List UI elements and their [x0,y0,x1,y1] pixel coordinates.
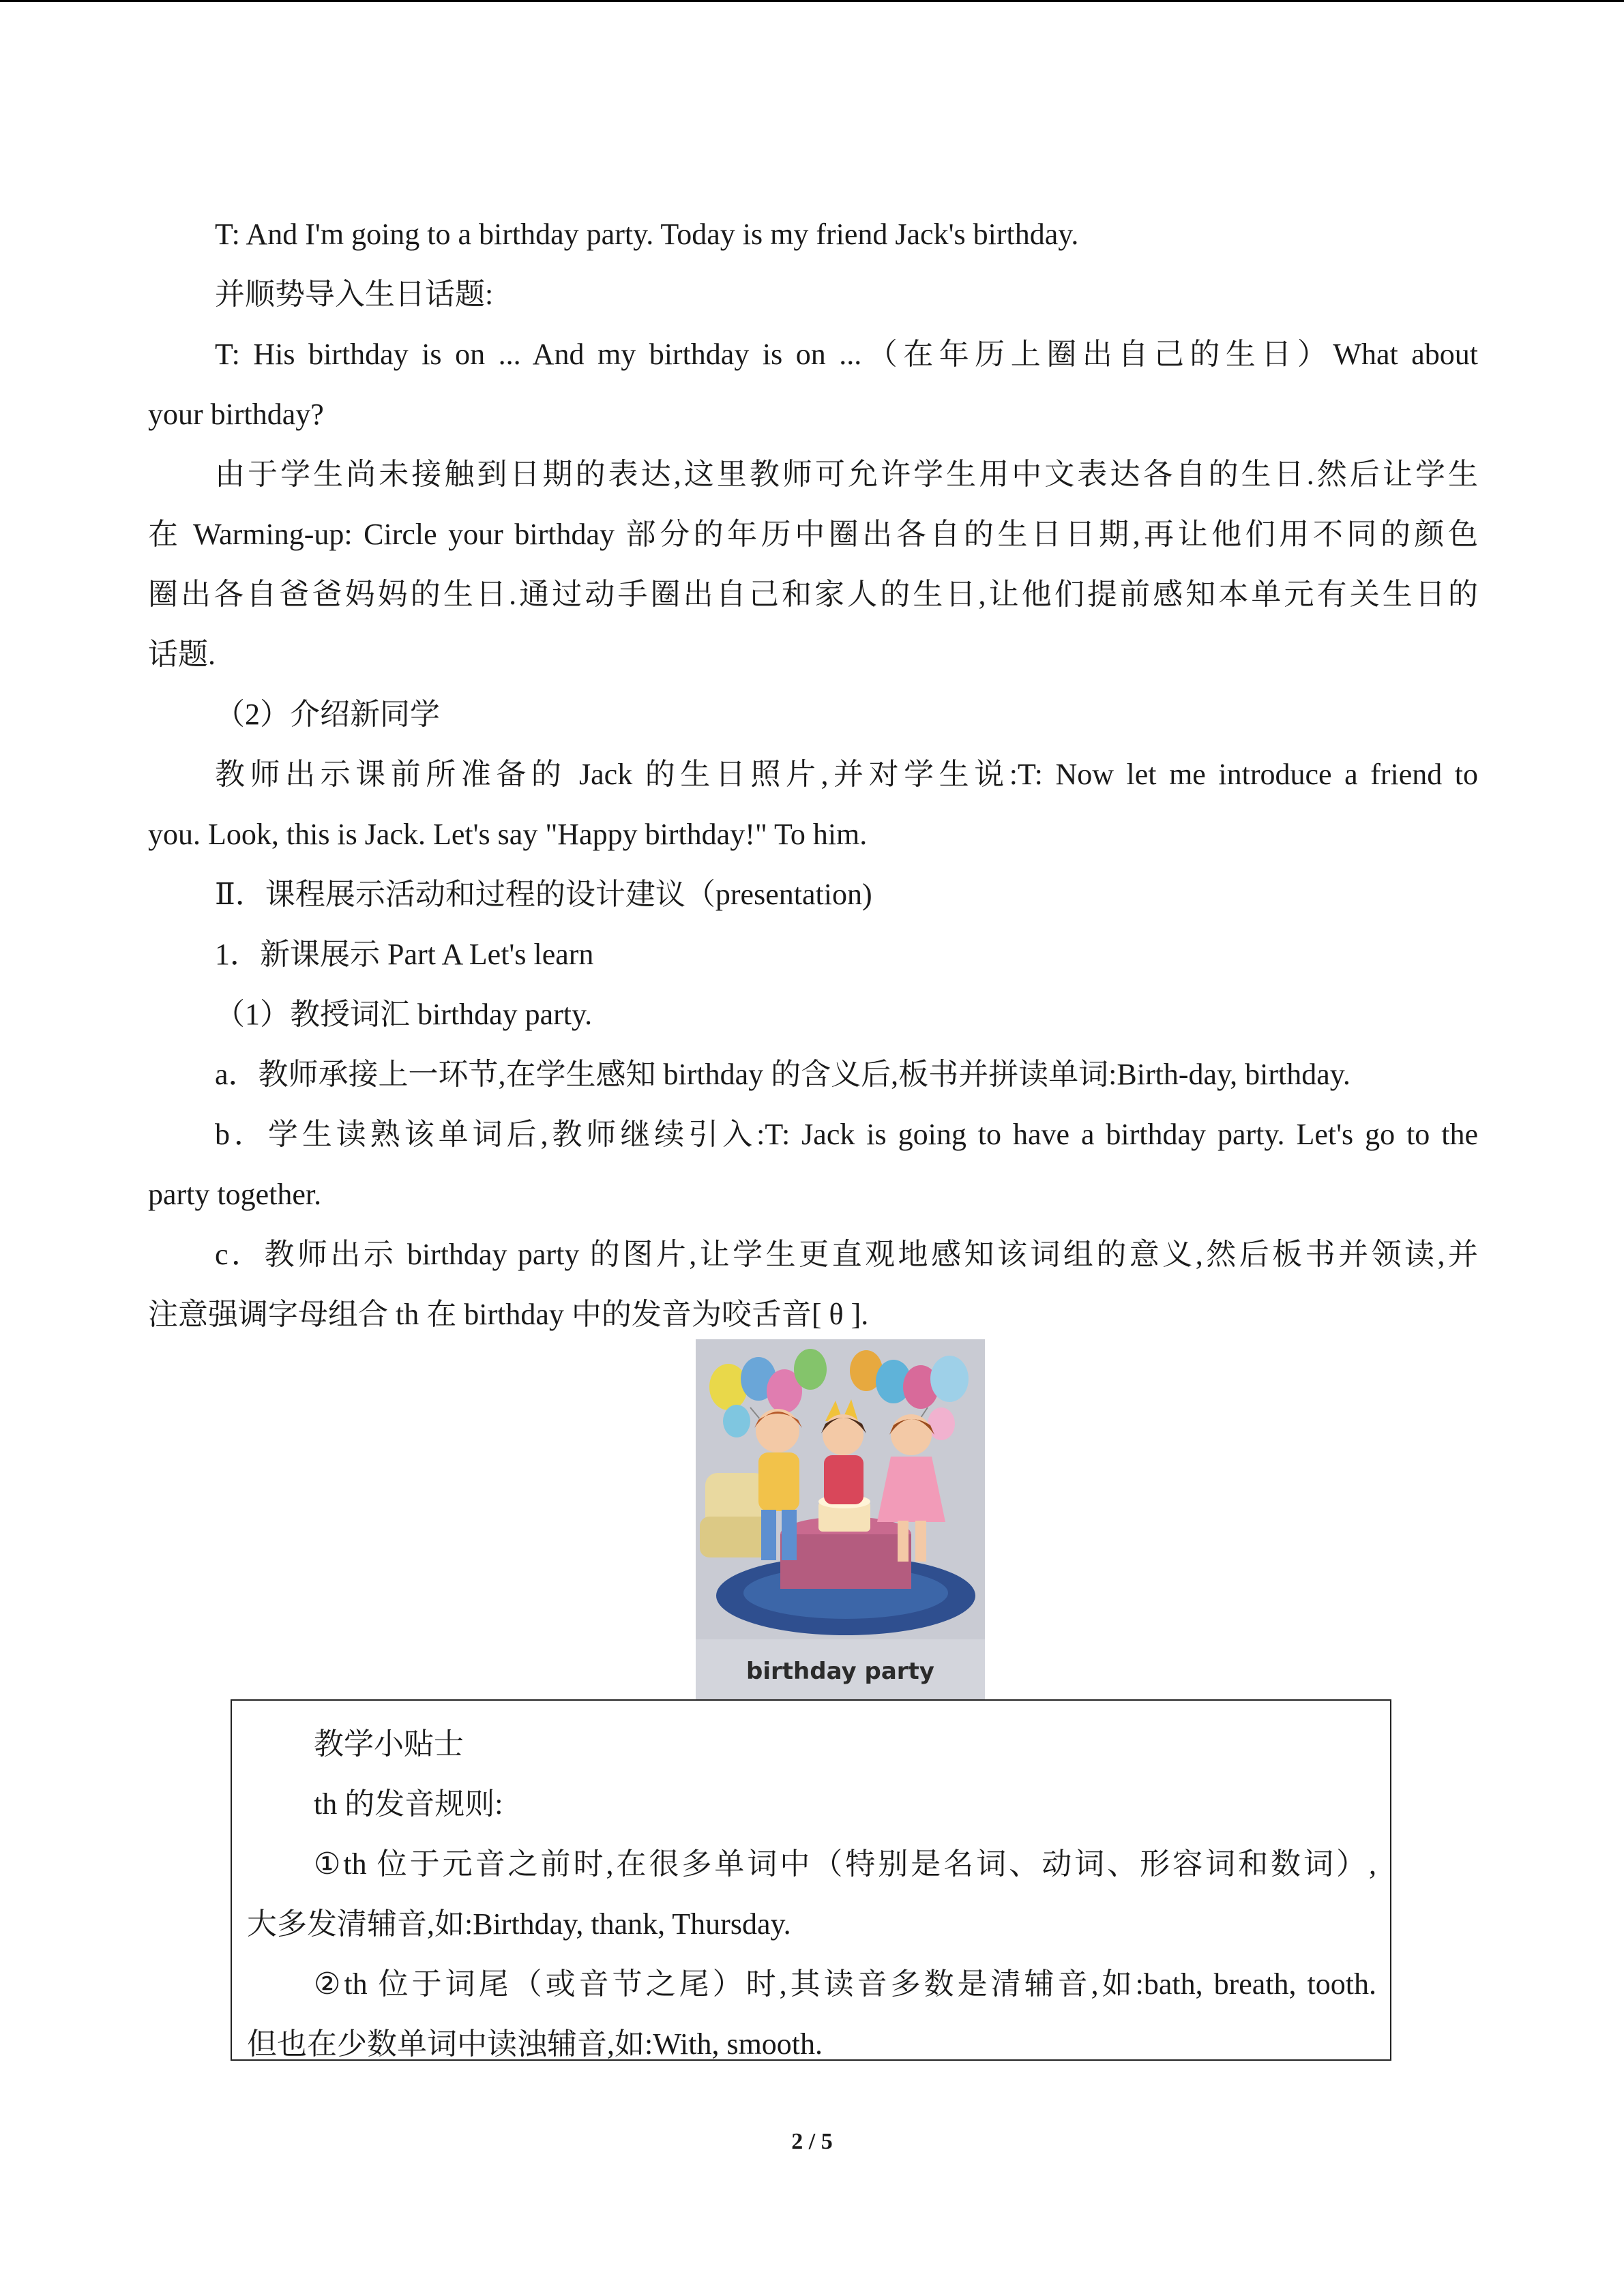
paragraph: c．教师出示 birthday party 的图片,让学生更直观地感知该词组的意义,然后板书并领读,并 [215,1238,1478,1271]
section-heading: （2）介绍新同学 [215,698,440,731]
tip-line: ②th 位于词尾（或音节之尾）时,其读音多数是清辅音,如:bath, breath, tooth. [314,1967,1376,2001]
section-heading: 1．新课展示 Part A Let's learn [215,938,594,971]
paragraph: 话题. [148,638,216,671]
body-text [148,205,1478,1345]
paragraph: 并顺势导入生日话题: [215,278,494,311]
paragraph: 由于学生尚未接触到日期的表达,这里教师可允许学生用中文表达各自的生日.然后让学生 [215,458,1478,491]
illustration-caption: birthday party [746,1658,934,1685]
paragraph: party together. [148,1178,322,1211]
paragraph: you. Look, this is Jack. Let's say "Happy birthday!" To him. [148,818,868,851]
paragraph: 在 Warming-up: Circle your birthday 部分的年历中圈出各自的生日日期,再让他们用不同的颜色 [148,518,1478,551]
paragraph: T: And I'm going to a birthday party. Today is my friend Jack's birthday. [215,218,1079,251]
page-number: 2 / 5 [791,2129,833,2154]
paragraph: 圈出各自爸爸妈妈的生日.通过动手圈出自己和家人的生日,让他们提前感知本单元有关生日的 [148,578,1478,611]
section-heading: Ⅱ．课程展示活动和过程的设计建议（presentation) [215,878,872,911]
paragraph: your birthday? [148,398,324,431]
section-heading: （1）教授词汇 birthday party. [215,998,593,1031]
tip-line: 但也在少数单词中读浊辅音,如:With, smooth. [247,2027,823,2061]
tip-title: 教学小贴士 [314,1727,464,1761]
paragraph: 注意强调字母组合 th 在 birthday 中的发音为咬舌音[ θ ]. [148,1298,869,1331]
teaching-tip-box [231,1699,1391,2061]
tip-subtitle: th 的发音规则: [314,1787,503,1821]
paragraph: 教师出示课前所准备的 Jack 的生日照片,并对学生说:T: Now let me introduce a friend to [215,758,1478,791]
tip-line: ①th 位于元音之前时,在很多单词中（特别是名词、动词、形容词和数词）, [314,1847,1376,1881]
birthday-party-illustration [696,1339,985,1699]
tip-line: 大多发清辅音,如:Birthday, thank, Thursday. [247,1907,791,1941]
paragraph: b．学生读熟该单词后,教师继续引入:T: Jack is going to have a birthday party. Let's go to the [215,1118,1478,1151]
top-rule [0,0,1624,2]
paragraph: T: His birthday is on ... And my birthday is on ...（在年历上圈出自己的生日）What about [215,338,1478,371]
paragraph: a．教师承接上一环节,在学生感知 birthday 的含义后,板书并拼读单词:Birth-day, birthday. [215,1058,1350,1091]
